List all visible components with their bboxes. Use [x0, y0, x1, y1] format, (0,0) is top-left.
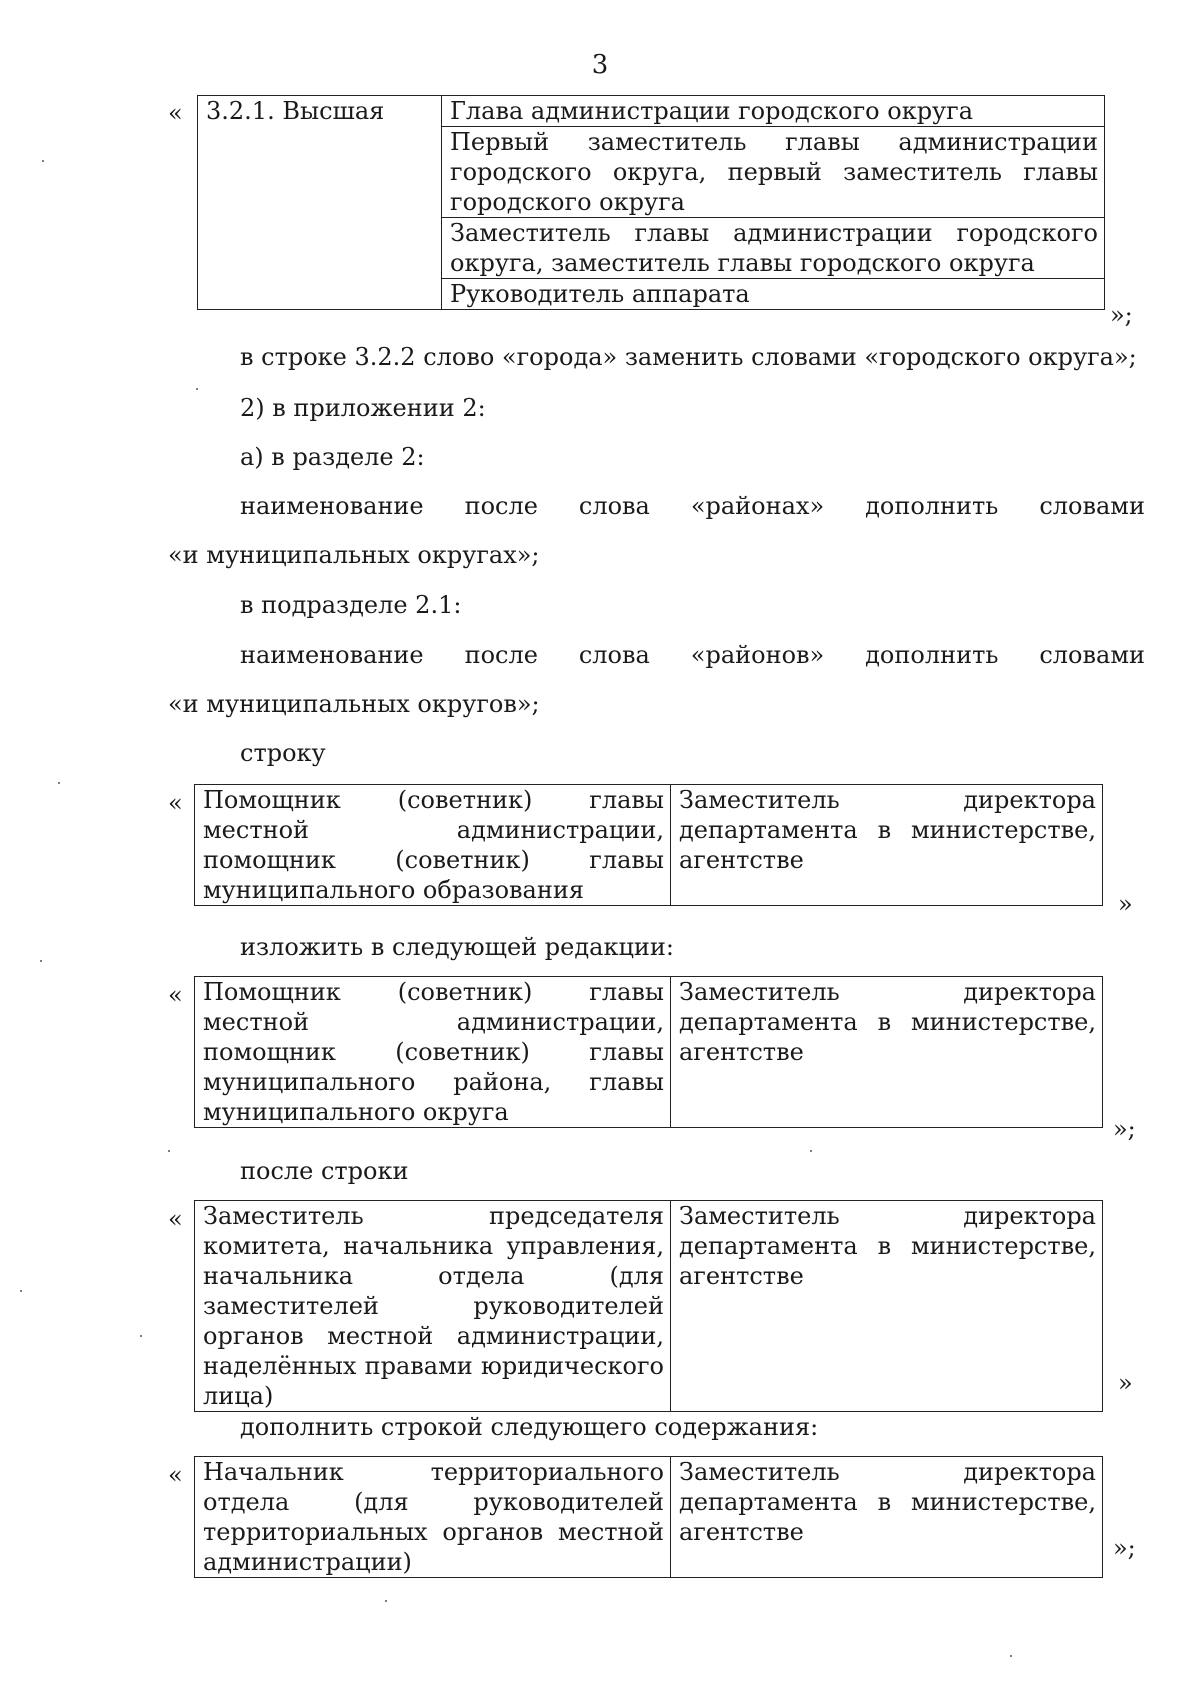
table-row: Глава администрации городского округа [442, 96, 1105, 127]
table-cell-right: Заместитель директора департамента в министерстве, агентстве [671, 1457, 1103, 1578]
paragraph: а) в разделе 2: [240, 443, 425, 471]
table-cell-right: Заместитель директора департамента в министерстве, агентстве [671, 785, 1103, 906]
scan-speck [385, 1600, 387, 1602]
word: словами [1039, 492, 1145, 520]
table-row: Заместитель главы администрации городского округа, заместитель главы городского округа [442, 218, 1105, 279]
table-cell-right: Заместитель директора департамента в министерстве, агентстве [671, 977, 1103, 1128]
open-quote: « [168, 1461, 183, 1489]
table-cell-left: Помощник (советник) главы местной администрации, помощник (советник) главы муниципального района, главы муниципального округа [195, 977, 671, 1128]
open-quote: « [168, 1205, 183, 1233]
paragraph: после строки [240, 1157, 409, 1185]
close-quote: »; [1113, 1534, 1136, 1562]
word: дополнить [865, 641, 999, 669]
word: «районов» [690, 641, 825, 669]
word: наименование [240, 641, 424, 669]
word: наименование [240, 492, 424, 520]
close-quote: » [1118, 1369, 1133, 1397]
paragraph: изложить в следующей редакции: [240, 933, 674, 961]
word: «районах» [690, 492, 825, 520]
word: после [464, 641, 538, 669]
scan-speck [140, 1335, 142, 1337]
close-quote: »; [1110, 301, 1133, 329]
scan-speck [42, 160, 44, 162]
word: после [464, 492, 538, 520]
open-quote: « [168, 99, 183, 127]
paragraph: строку [240, 739, 326, 767]
open-quote: « [168, 981, 183, 1009]
word: слова [578, 641, 650, 669]
open-quote: « [168, 789, 183, 817]
paragraph: в подразделе 2.1: [240, 591, 462, 619]
position-table-5 [194, 1456, 1103, 1578]
table-cell-left: Заместитель председателя комитета, начальника управления, начальника отдела (для заместителей руководителей органов местной администрации, наделённых правами юридического лица) [195, 1201, 671, 1412]
paragraph: «и муниципальных округах»; [168, 541, 540, 569]
word: дополнить [865, 492, 999, 520]
close-quote: » [1118, 890, 1133, 918]
table-cell-right: Заместитель директора департамента в министерстве, агентстве [671, 1201, 1103, 1412]
table-row: Руководитель аппарата [442, 279, 1105, 310]
table-cell-left: Помощник (советник) главы местной администрации, помощник (советник) главы муниципального образования [195, 785, 671, 906]
scan-speck [196, 388, 198, 390]
position-table-1 [197, 95, 1105, 310]
scan-speck [40, 960, 42, 962]
paragraph: дополнить строкой следующего содержания: [240, 1413, 819, 1441]
justified-line [240, 640, 1145, 670]
table-row: Первый заместитель главы администрации городского округа, первый заместитель главы городского округа [442, 127, 1105, 218]
word: словами [1039, 641, 1145, 669]
position-table-3 [194, 976, 1103, 1128]
paragraph: 2) в приложении 2: [240, 394, 486, 422]
word: слова [578, 492, 650, 520]
justified-line [240, 491, 1145, 521]
position-table-4 [194, 1200, 1103, 1412]
scan-speck [58, 782, 60, 784]
paragraph: «и муниципальных округов»; [168, 690, 540, 718]
scan-speck [810, 1150, 812, 1152]
table-cell-left: Начальник территориального отдела (для руководителей территориальных органов местной администрации) [195, 1457, 671, 1578]
paragraph: в строке 3.2.2 слово «города» заменить словами «городского округа»; [240, 343, 1137, 371]
scan-speck [168, 1150, 170, 1152]
scan-speck [1010, 1655, 1012, 1657]
close-quote: »; [1113, 1115, 1136, 1143]
table-cell-group: 3.2.1. Высшая [198, 96, 442, 310]
page-number: 3 [591, 50, 609, 80]
position-table-2 [194, 784, 1103, 906]
scan-speck [20, 1290, 22, 1292]
